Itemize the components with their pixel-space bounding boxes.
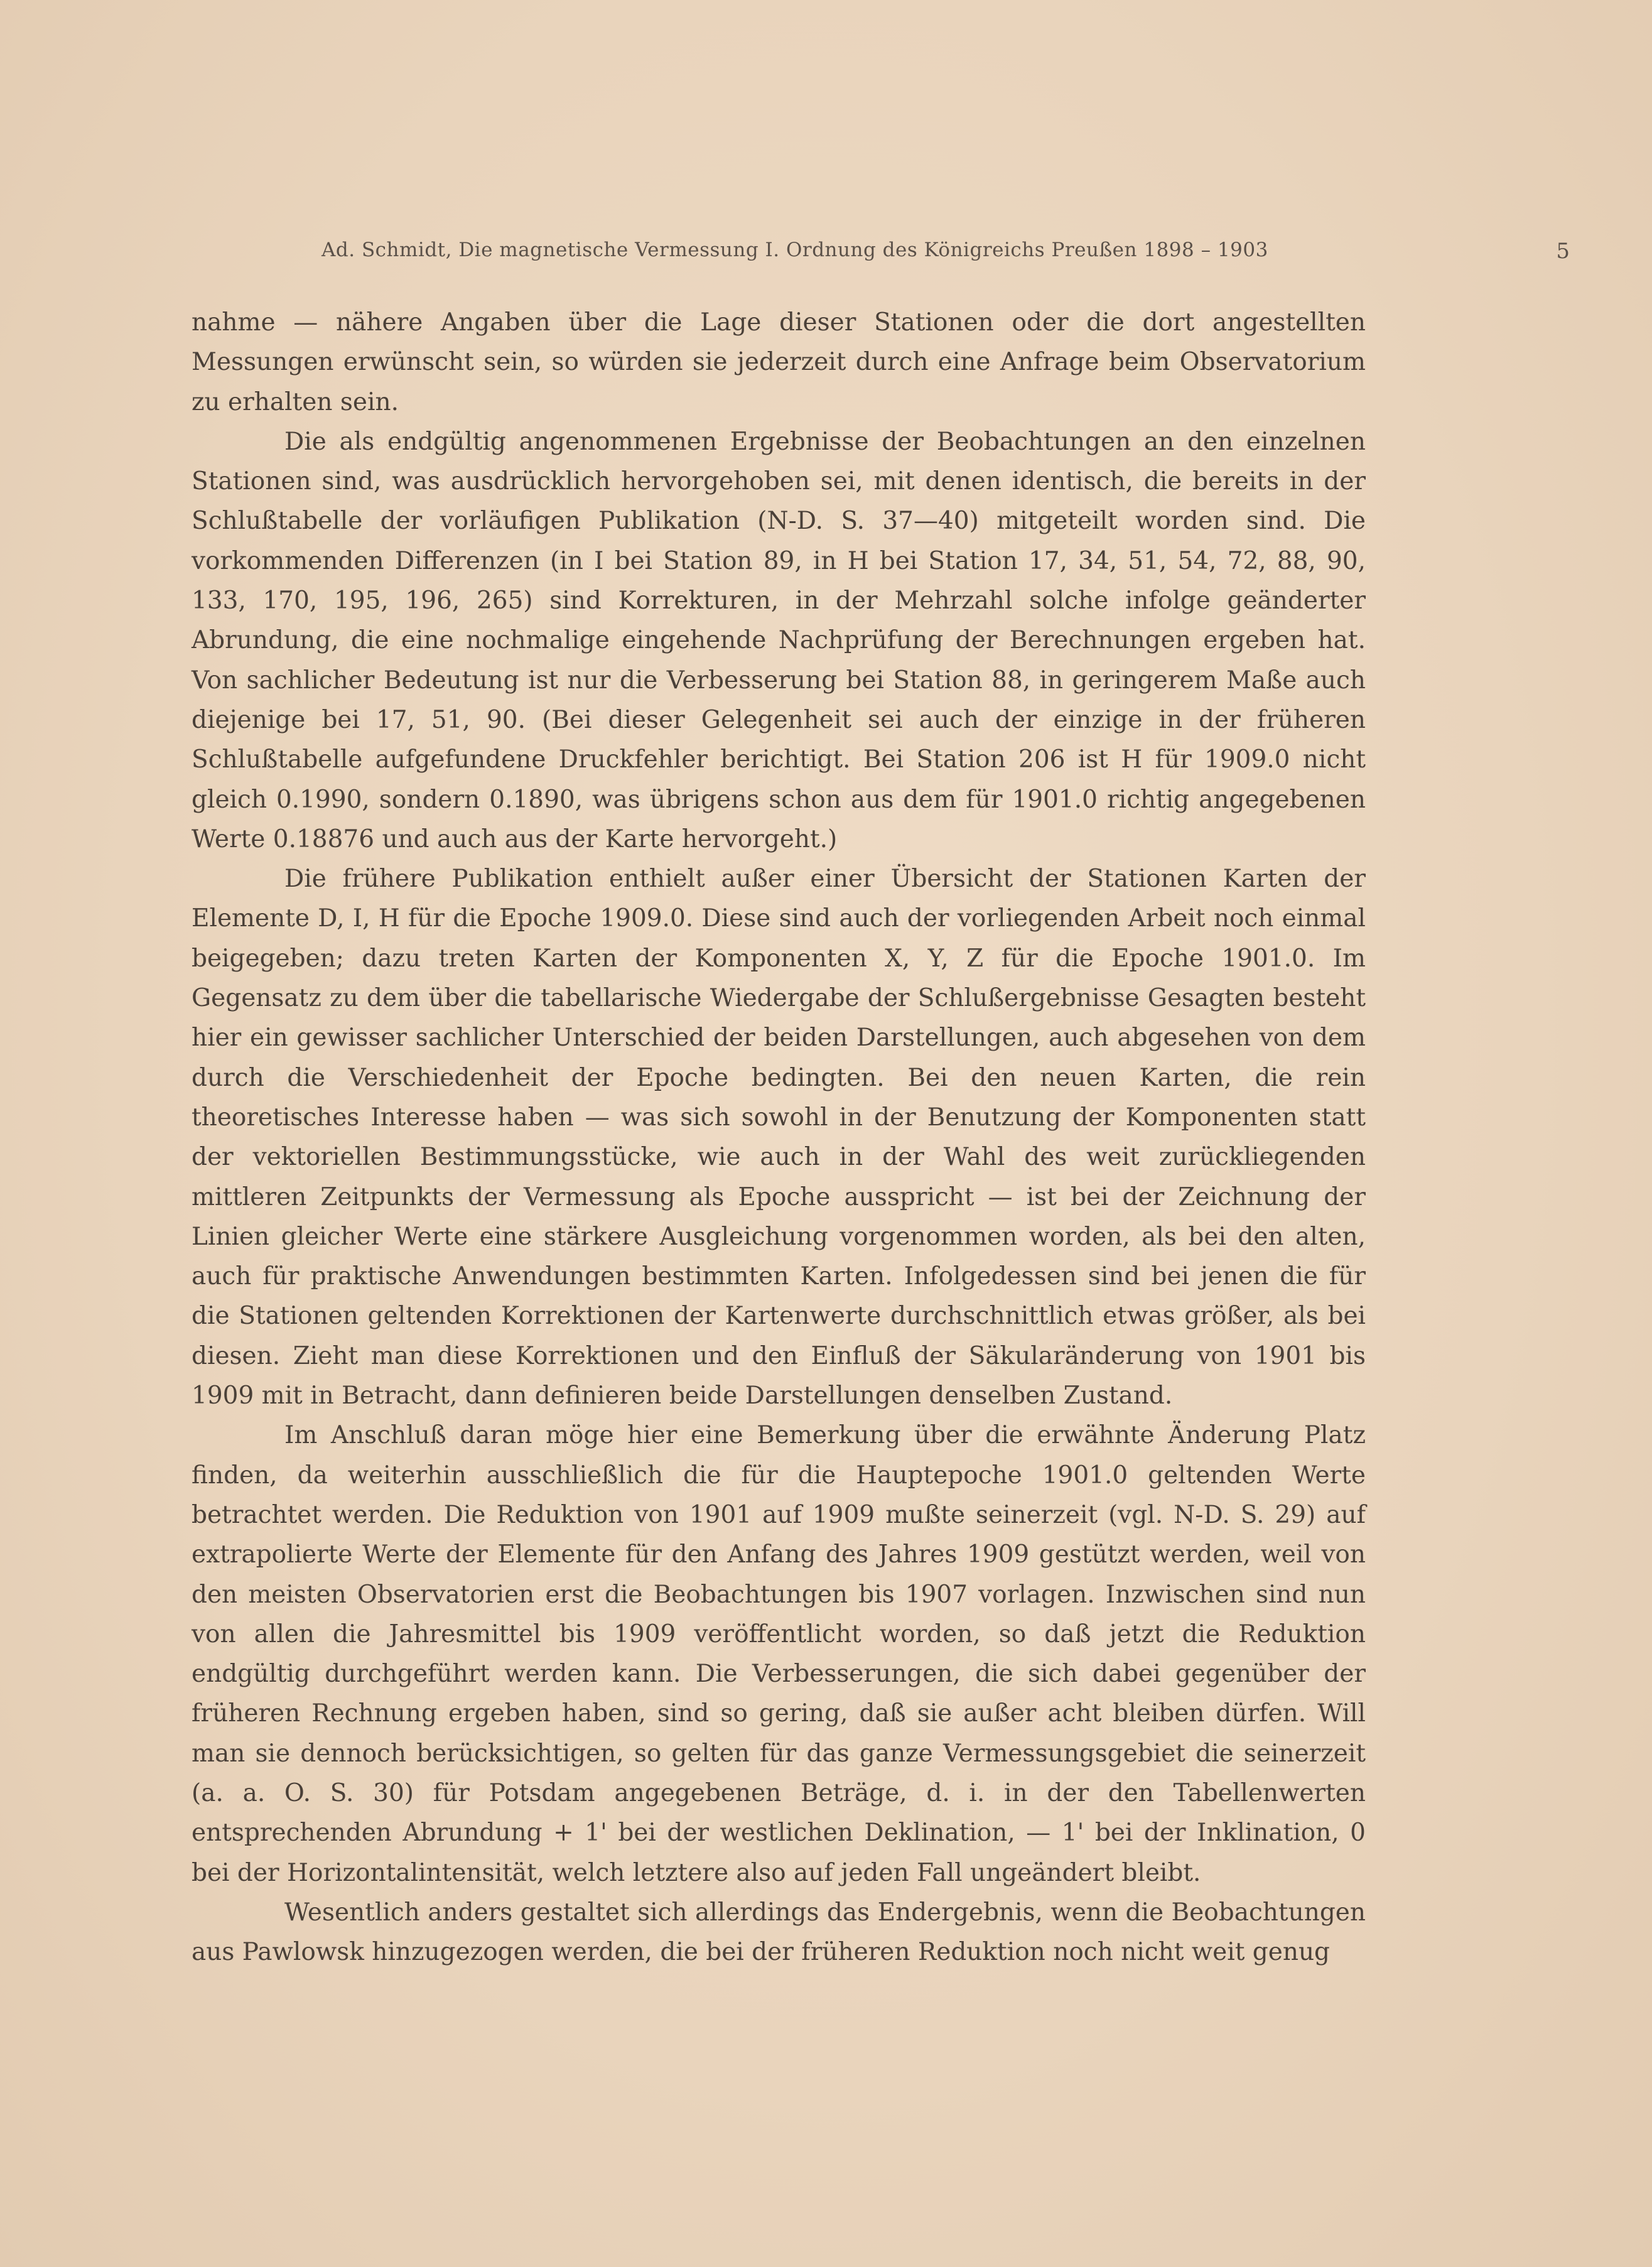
running-title: Ad. Schmidt, Die magnetische Vermessung I. Ordnung des Königreichs Preußen 1898 – 1903: [321, 239, 1268, 261]
paragraph-pawlowsk: Wesentlich anders gestaltet sich allerdings das Endergebnis, wenn die Beobachtungen aus Pawlowsk hinzugezogen werden, die bei der früheren Reduktion noch nicht weit genug: [192, 1898, 1366, 1967]
page-number: 5: [1556, 239, 1570, 264]
paragraph-maps: Die frühere Publikation enthielt außer einer Übersicht der Stationen Karten der Elemente D, I, H für die Epoche 1909.0. Diese sind auch der vorliegenden Arbeit noch einmal beigegeben; dazu treten Karten der Komponenten X, Y, Z für die Epoche 1901.0. Im Gegensatz zu dem über die tabellarische Wiedergabe der Schlußergebnisse Gesagten besteht hier ein gewisser sachlicher Unterschied der beiden Darstellungen, auch abgesehen von dem durch die Verschiedenheit der Epoche bedingten. Bei den neuen Karten, die rein theoretisches Interesse haben — was sich sowohl in der Benutzung der Komponenten statt der vektoriellen Bestimmungsstücke, wie auch in der Wahl des weit zurückliegenden mittleren Zeitpunkts der Vermessung als Epoche ausspricht — ist bei der Zeichnung der Linien gleicher Werte eine stärkere Ausgleichung vorgenommen worden, als bei den alten, auch für praktische Anwendungen bestimmten Karten. Infolgedessen sind bei jenen die für die Stationen geltenden Korrektionen der Kartenwerte durchschnittlich etwas größer, als bei diesen. Zieht man diese Korrektionen und den Einfluß der Säkularänderung von 1901 bis 1909 mit in Betracht, dann definieren beide Darstellungen denselben Zustand.: [192, 865, 1366, 1410]
paragraph-results: Die als endgültig angenommenen Ergebnisse der Beobachtungen an den einzelnen Stationen sind, was ausdrücklich hervorgehoben sei, mit denen identisch, die bereits in der Schlußtabelle der vorläufigen Publikation (N-D. S. 37—40) mitgeteilt worden sind. Die vorkommenden Differenzen (in I bei Station 89, in H bei Station 17, 34, 51, 54, 72, 88, 90, 133, 170, 195, 196, 265) sind Korrekturen, in der Mehrzahl solche infolge geänderter Abrundung, die eine nochmalige eingehende Nachprüfung der Berechnungen ergeben hat. Von sachlicher Bedeutung ist nur die Verbesserung bei Station 88, in geringerem Maße auch diejenige bei 17, 51, 90. (Bei dieser Gelegenheit sei auch der einzige in der früheren Schlußtabelle aufgefundene Druckfehler berichtigt. Bei Station 206 ist H für 1909.0 nicht gleich 0.1990, sondern 0.1890, was übrigens schon aus dem für 1901.0 richtig angegebenen Werte 0.18876 und auch aus der Karte hervorgeht.): [192, 427, 1366, 853]
paragraph-reduction: Im Anschluß daran möge hier eine Bemerkung über die erwähnte Änderung Platz finden, da weiterhin ausschließlich die für die Hauptepoche 1901.0 geltenden Werte betrachtet werden. Die Reduktion von 1901 auf 1909 mußte seinerzeit (vgl. N-D. S. 29) auf extrapolierte Werte der Elemente für den Anfang des Jahres 1909 gestützt werden, weil von den meisten Observatorien erst die Beobachtungen bis 1907 vorlagen. Inzwischen sind nun von allen die Jahresmittel bis 1909 veröffentlicht worden, so daß jetzt die Reduktion endgültig durchgeführt werden kann. Die Verbesserungen, die sich dabei gegenüber der früheren Rechnung ergeben haben, sind so gering, daß sie außer acht bleiben dürfen. Will man sie dennoch berücksichtigen, so gelten für das ganze Vermessungsgebiet die seinerzeit (a. a. O. S. 30) für Potsdam angegebenen Beträge, d. i. in der den Tabellenwerten entsprechenden Abrundung + 1' bei der westlichen Deklination, — 1' bei der Inklination, 0 bei der Horizontalintensität, welch letztere also auf jeden Fall ungeändert bleibt.: [192, 1421, 1366, 1887]
body-text: [192, 303, 1366, 1972]
running-head: [188, 239, 1570, 276]
paragraph-continuation: nahme — nähere Angaben über die Lage dieser Stationen oder die dort angestellten Messungen erwünscht sein, so würden sie jederzeit durch eine Anfrage beim Observatorium zu erhalten sein.: [192, 308, 1366, 416]
